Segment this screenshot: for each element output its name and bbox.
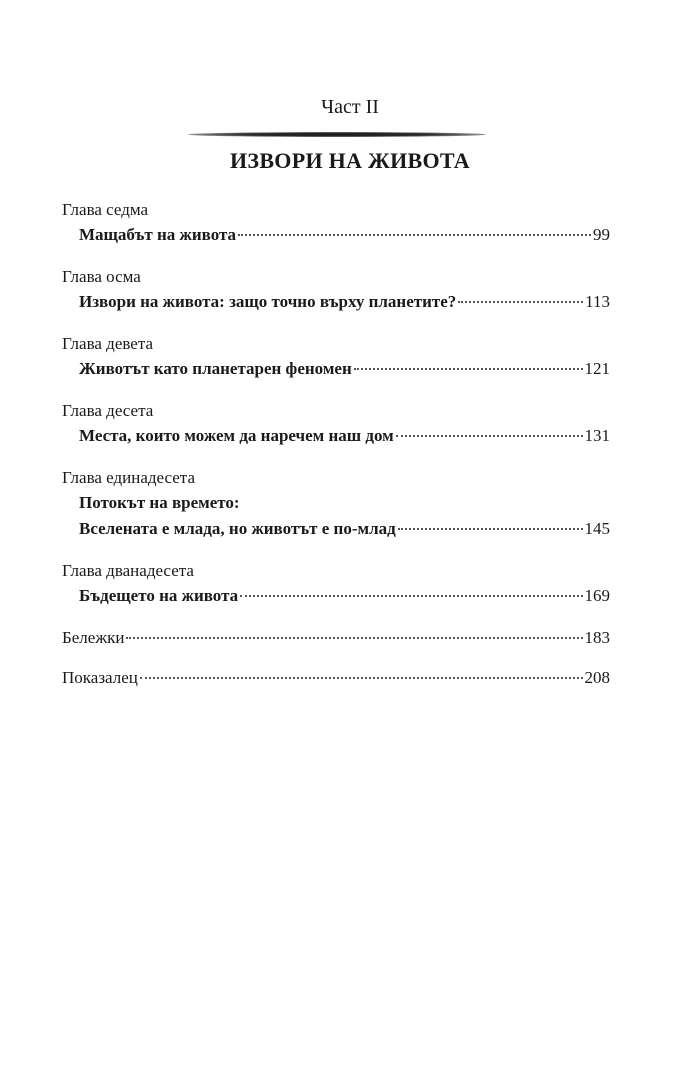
toc-entry[interactable] <box>62 583 610 609</box>
toc-group-chapter-7 <box>62 197 610 248</box>
toc-entry[interactable] <box>62 516 610 542</box>
dot-leader <box>238 233 591 236</box>
page-number: 183 <box>584 628 610 647</box>
toc-entry[interactable] <box>62 423 610 449</box>
toc-entry-index[interactable] <box>62 665 610 691</box>
toc-group-chapter-11 <box>62 465 610 542</box>
chapter-label: Глава единадесета <box>62 468 195 487</box>
chapter-title: Вселената е млада, но животът е по-млад <box>79 519 396 538</box>
toc-entry[interactable] <box>62 222 610 248</box>
table-of-contents <box>62 197 610 625</box>
page-number: 99 <box>593 225 610 244</box>
dot-leader <box>398 527 583 530</box>
entry-title: Бележки <box>62 628 125 647</box>
page-number: 208 <box>584 668 610 687</box>
chapter-title: Бъдещето на живота <box>79 586 239 605</box>
dot-leader <box>354 367 583 370</box>
chapter-label: Глава девета <box>62 334 154 353</box>
dot-leader <box>458 300 583 303</box>
part-label: Част II <box>321 96 379 118</box>
page-number: 113 <box>585 292 610 311</box>
toc-entry[interactable] <box>62 356 610 382</box>
toc-entry[interactable] <box>62 289 610 315</box>
toc-entry-notes[interactable] <box>62 625 610 651</box>
toc-group-chapter-8 <box>62 264 610 315</box>
chapter-label: Глава осма <box>62 267 141 286</box>
part-title: ИЗВОРИ НА ЖИВОТА <box>230 148 470 173</box>
page-number: 121 <box>584 359 610 378</box>
chapter-title-line1: Потокът на времето: <box>79 493 240 512</box>
chapter-title: Животът като планетарен феномен <box>79 359 352 378</box>
page-number: 145 <box>584 519 610 538</box>
dot-leader <box>140 676 583 679</box>
chapter-label: Глава седма <box>62 200 149 219</box>
chapter-label: Глава дванадесета <box>62 561 194 580</box>
toc-group-chapter-12 <box>62 558 610 609</box>
page-number: 131 <box>584 426 610 445</box>
dot-leader <box>240 594 582 597</box>
chapter-title: Места, които можем да наречем наш дом <box>79 426 394 445</box>
dot-leader <box>396 434 583 437</box>
backmatter-list <box>62 625 610 705</box>
chapter-title: Извори на живота: защо точно върху планетите? <box>79 292 457 311</box>
dot-leader <box>126 636 582 639</box>
chapter-label: Глава десета <box>62 401 154 420</box>
toc-group-chapter-9 <box>62 331 610 382</box>
page-number: 169 <box>584 586 610 605</box>
entry-title: Показалец <box>62 668 138 687</box>
chapter-title: Мащабът на живота <box>79 225 237 244</box>
toc-group-chapter-10 <box>62 398 610 449</box>
decorative-rule <box>188 132 486 137</box>
